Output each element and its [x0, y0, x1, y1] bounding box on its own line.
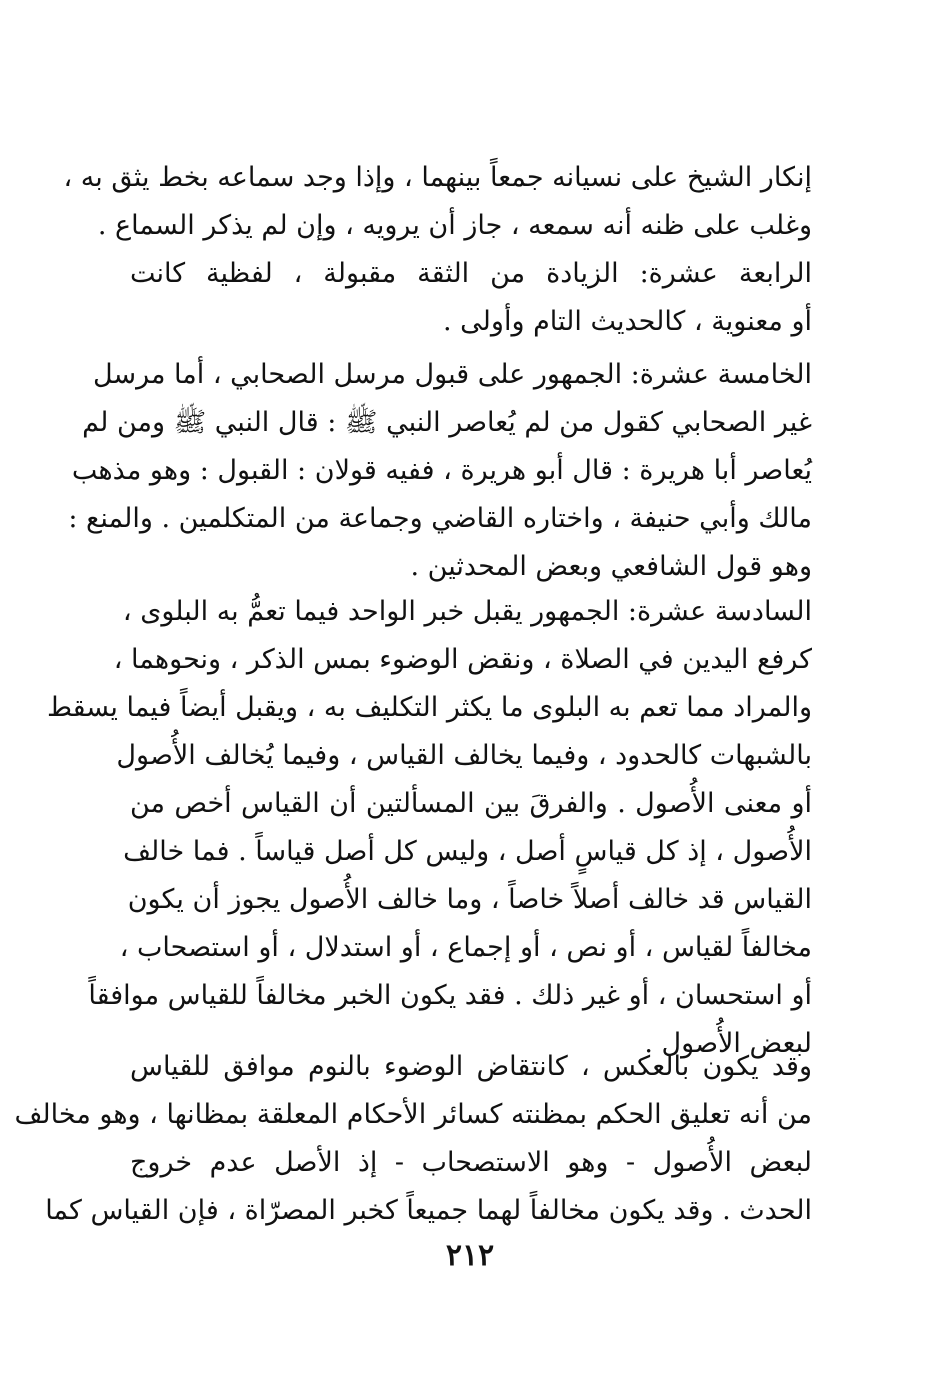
text-line: الرابعة عشرة: الزيادة من الثقة مقبولة ، لفظية كانت	[130, 258, 812, 289]
text-line: أو معنى الأُصول . والفرقَ بين المسألتين أن القياس أخص من	[130, 788, 812, 819]
paragraph-3	[68, 351, 812, 591]
text-line: الأُصول ، إذ كل قياسٍ أصل ، وليس كل أصل قياساً . فما خالف	[123, 836, 812, 867]
text-line: أو معنوية ، كالحديث التام وأولى .	[443, 306, 812, 337]
text-line: إنكار الشيخ على نسيانه جمعاً بينهما ، وإذا وجد سماعه بخط يثق به ،	[63, 162, 812, 193]
paragraph-2	[130, 250, 812, 346]
paragraph-5	[14, 1043, 812, 1235]
text-line: الخامسة عشرة: الجمهور على قبول مرسل الصحابي ، أما مرسل	[93, 359, 812, 390]
text-line: وهو قول الشافعي وبعض المحدثين .	[410, 551, 812, 582]
text-line: السادسة عشرة: الجمهور يقبل خبر الواحد فيما تعمُّ به البلوى ،	[122, 596, 812, 627]
text-line: لبعض الأُصول - وهو الاستصحاب - إذ الأصل عدم خروج	[130, 1147, 812, 1178]
text-line: وغلب على ظنه أنه سمعه ، جاز أن يرويه ، وإن لم يذكر السماع .	[97, 210, 812, 241]
paragraph-4	[47, 588, 812, 1068]
text-line: القياس قد خالف أصلاً خاصاً ، وما خالف الأُصول يجوز أن يكون	[127, 884, 812, 915]
text-line: من أنه تعليق الحكم بمظنته كسائر الأحكام المعلقة بمظانها ، وهو مخالف	[14, 1099, 812, 1130]
text-line: أو استحسان ، أو غير ذلك . فقد يكون الخبر مخالفاً للقياس موافقاً	[88, 980, 812, 1011]
text-line: مالك وأبي حنيفة ، واختاره القاضي وجماعة من المتكلمين . والمنع :	[68, 503, 812, 534]
text-line: وقد يكون بالعكس ، كانتقاض الوضوء بالنوم موافق للقياس	[130, 1051, 812, 1082]
text-line: والمراد مما تعم به البلوى ما يكثر التكليف به ، ويقبل أيضاً فيما يسقط	[47, 692, 812, 723]
text-line: يُعاصر أبا هريرة : قال أبو هريرة ، ففيه قولان : القبول : وهو مذهب	[71, 455, 812, 486]
paragraph-1	[63, 154, 812, 250]
page-number: ٢١٢	[445, 1238, 495, 1273]
text-line: لبعض الأُصول .	[644, 1028, 812, 1059]
text-line: الحدث . وقد يكون مخالفاً لهما جميعاً كخبر المصرّاة ، فإن القياس كما	[45, 1195, 812, 1226]
text-line: بالشبهات كالحدود ، وفيما يخالف القياس ، وفيما يُخالف الأُصول	[116, 740, 812, 771]
text-line: غير الصحابي كقول من لم يُعاصر النبي ﷺ : قال النبي ﷺ ومن لم	[82, 407, 812, 438]
text-line: كرفع اليدين في الصلاة ، ونقض الوضوء بمس الذكر ، ونحوهما ،	[113, 644, 812, 675]
text-line: مخالفاً لقياس ، أو نص ، أو إجماع ، أو استدلال ، أو استصحاب ،	[119, 932, 812, 963]
